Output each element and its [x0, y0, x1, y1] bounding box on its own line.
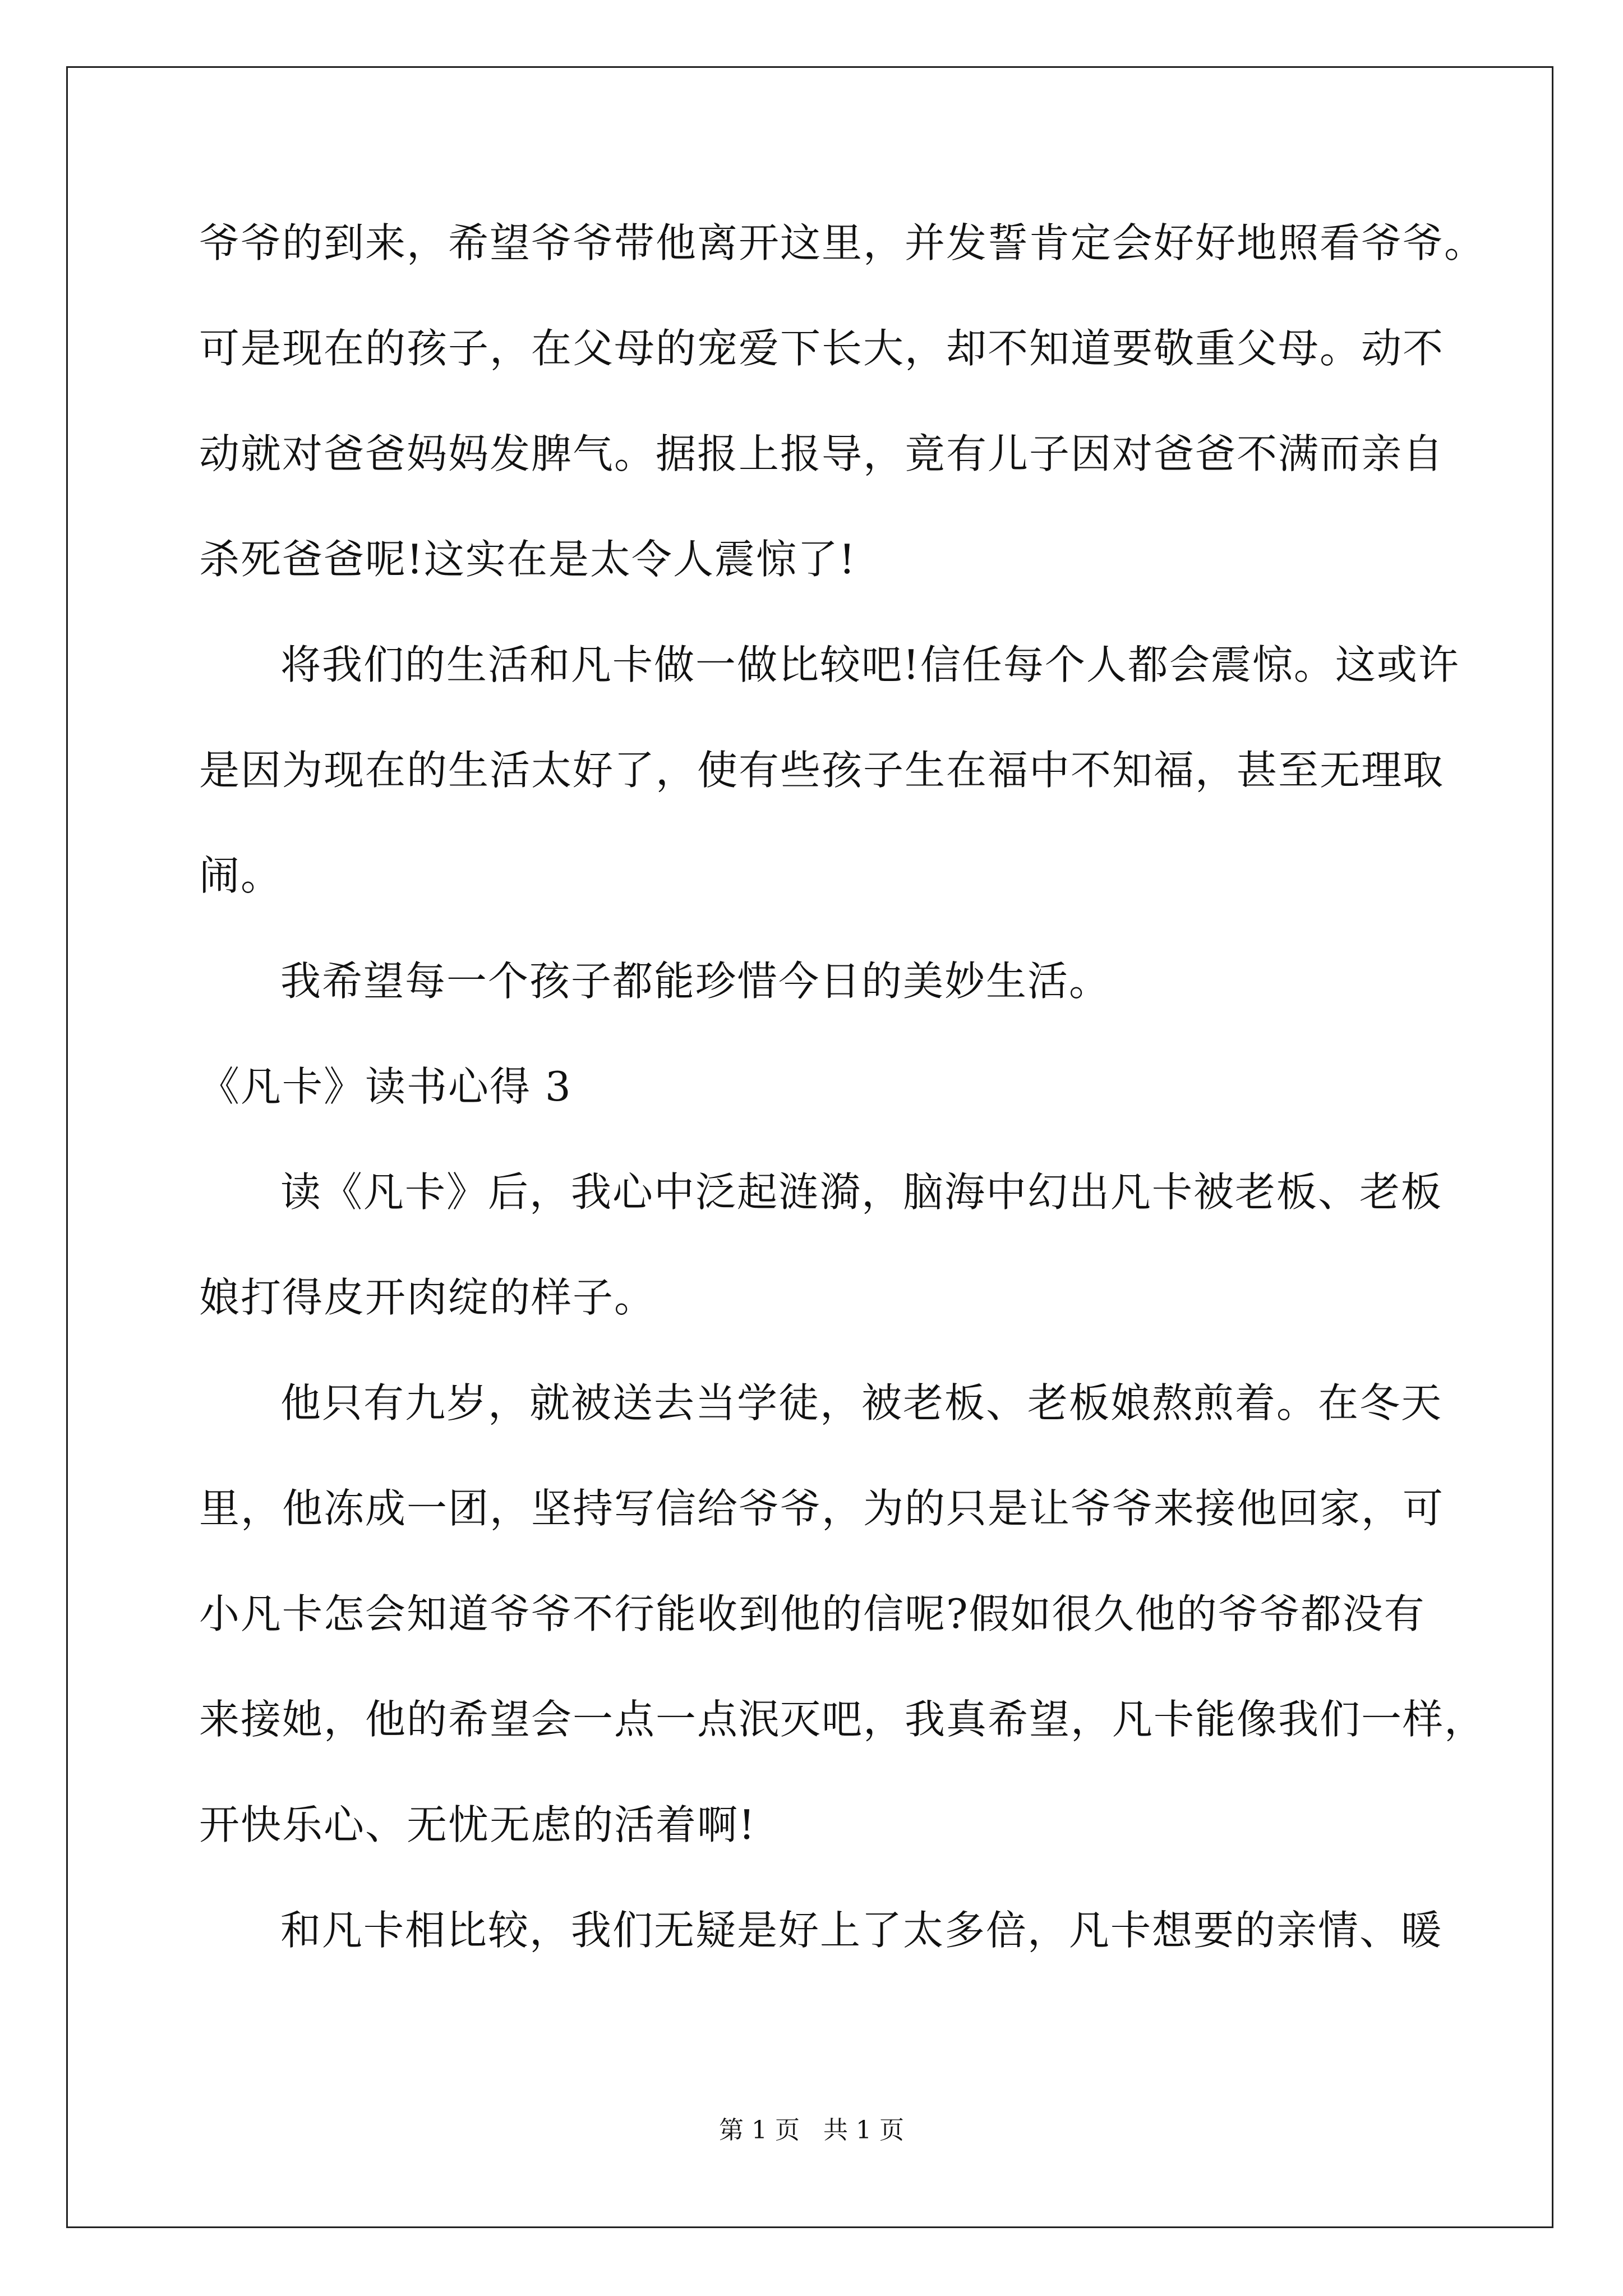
text-line: 小凡卡怎会知道爷爷不行能收到他的信呢?假如很久他的爷爷都没有: [199, 1590, 1426, 1637]
text-line: 闹。: [199, 852, 283, 899]
text-line: 开快乐心、无忧无虑的活着啊!: [199, 1801, 756, 1848]
text-line: 是因为现在的生活太好了，使有些孩子生在福中不知福，甚至无理取: [199, 747, 1445, 794]
paragraph-start-line: 他只有九岁，就被送去当学徒，被老板、老板娘熬煎着。在冬天: [280, 1379, 1443, 1427]
text-line: 可是现在的孩子，在父母的宠爱下长大，却不知道要敬重父母。动不: [199, 325, 1445, 372]
section-heading: 《凡卡》读书心得 3: [199, 1063, 572, 1110]
text-line: 娘打得皮开肉绽的样子。: [199, 1274, 656, 1321]
paragraph-start-line: 读《凡卡》后，我心中泛起涟漪，脑海中幻出凡卡被老板、老板: [280, 1168, 1443, 1216]
paragraph-start-line: 和凡卡相比较，我们无疑是好上了太多倍，凡卡想要的亲情、暖: [280, 1907, 1443, 1954]
paragraph-start-line: 我希望每一个孩子都能珍惜今日的美妙生活。: [280, 958, 1111, 1005]
text-line: 动就对爸爸妈妈发脾气。据报上报导，竟有儿子因对爸爸不满而亲自: [199, 430, 1445, 477]
text-line: 爷爷的到来，希望爷爷带他离开这里，并发誓肯定会好好地照看爷爷。: [199, 219, 1486, 266]
page-footer: 第 1 页 共 1 页: [719, 2116, 904, 2145]
text-line: 杀死爸爸呢!这实在是太令人震惊了!: [199, 536, 856, 583]
text-line: 来接她，他的希望会一点一点泯灭吧，我真希望，凡卡能像我们一样，: [199, 1696, 1486, 1743]
paragraph-start-line: 将我们的生活和凡卡做一做比较吧!信任每个人都会震惊。这或许: [280, 641, 1460, 688]
page-border: [66, 66, 1553, 2228]
text-line: 里，他冻成一团，坚持写信给爷爷，为的只是让爷爷来接他回家，可: [199, 1485, 1445, 1532]
